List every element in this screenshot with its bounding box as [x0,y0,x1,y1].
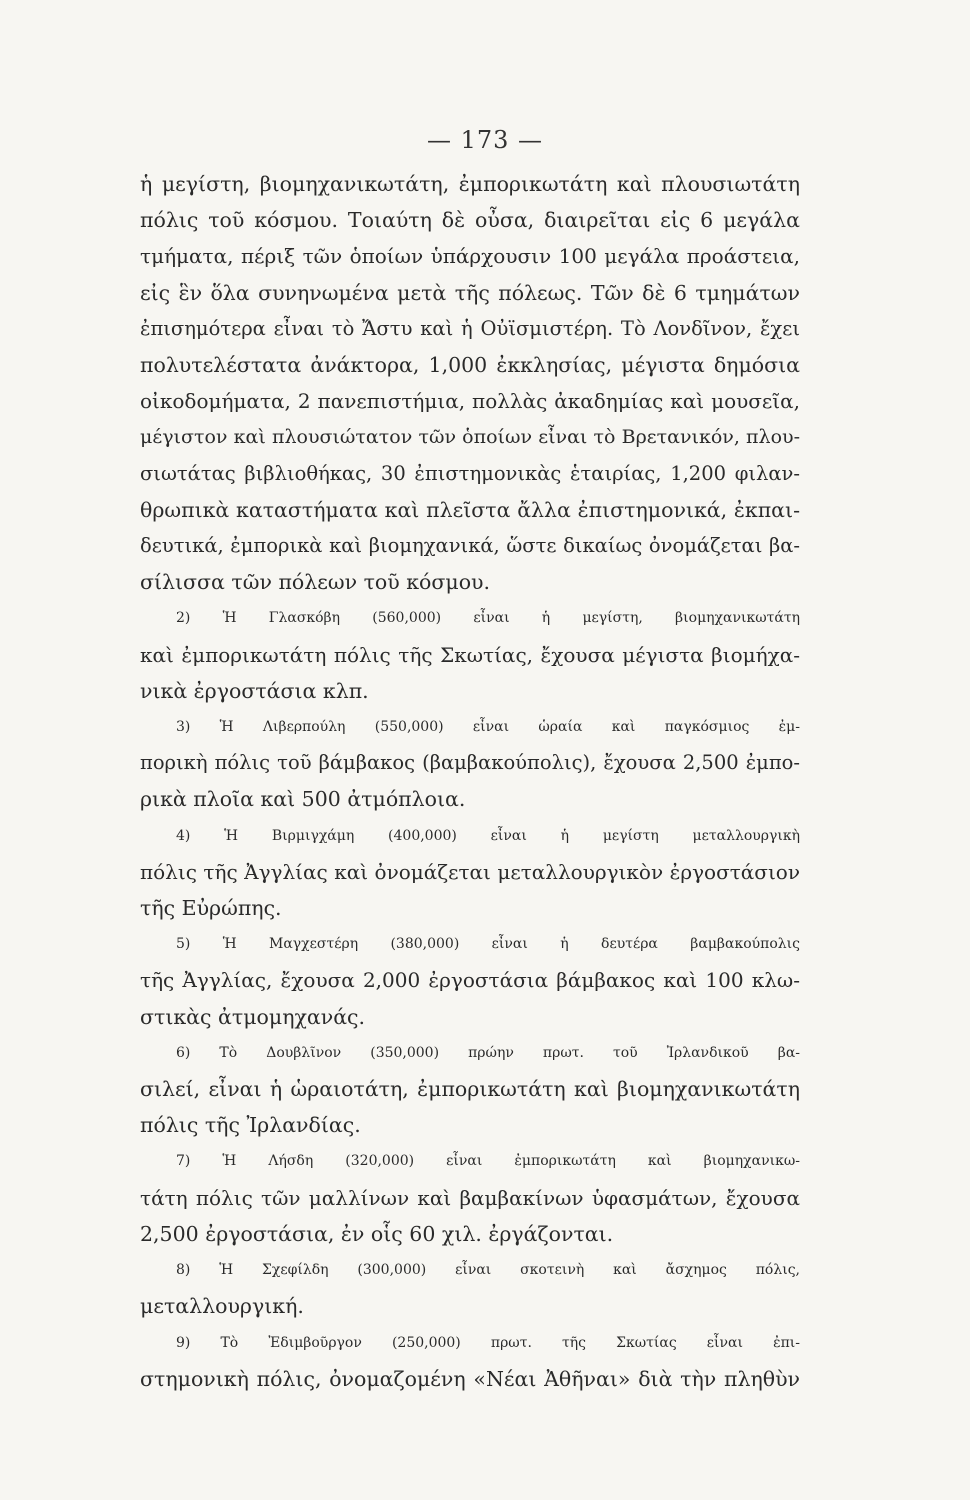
text-line: 8) Ἡ Σχεφίλδη (300,000) εἶναι σκοτεινὴ καὶ ἄσχημος πόλις, [176,1262,800,1279]
text-line: πολυτελέστατα ἀνάκτορα, 1,000 ἐκκλησίας, μέγιστα δημόσια [140,353,800,378]
text-line: τάτη πόλις τῶν μαλλίνων καὶ βαμβακίνων ὑφασμάτων, ἔχουσα [140,1185,800,1210]
text-line: εἰς ἓν ὅλα συνηνωμένα μετὰ τῆς πόλεως. Τῶν δὲ 6 τμημάτων [140,280,800,305]
text-line: στικὰς ἀτμομηχανάς. [140,1004,366,1029]
text-line: ἐπισημότερα εἶναι τὸ Ἄστυ καὶ ἡ Οὐϊσμιστέρη. Τὸ Λονδῖνον, ἔχει [140,316,800,340]
text-line: 9) Τὸ Ἐδιμβοῦργον (250,000) πρωτ. τῆς Σκωτίας εἶναι ἐπι- [176,1334,800,1351]
text-line: οἰκοδομήματα, 2 πανεπιστήμια, πολλὰς ἀκαδημίας καὶ μουσεῖα, [140,389,800,414]
text-line: μεταλλουργική. [140,1294,304,1319]
text-line: νικὰ ἐργοστάσια κλπ. [140,678,369,703]
text-line: πόλις τῆς Ἰρλανδίας. [140,1113,361,1138]
text-line: πορικὴ πόλις τοῦ βάμβακος (βαμβακούπολις), ἔχουσα 2,500 ἐμπο- [140,751,800,775]
page-number: — 173 — [426,126,544,154]
text-line: 2,500 ἐργοστάσια, ἐν οἷς 60 χιλ. ἐργάζονται. [140,1221,614,1246]
text-line: ρικὰ πλοῖα καὶ 500 ἀτμόπλοια. [140,787,466,812]
page-body-text [140,166,800,1397]
text-line: 6) Τὸ Δουβλῖνον (350,000) πρώην πρωτ. τοῦ Ἰρλανδικοῦ βα- [176,1044,800,1061]
text-line: δευτικά, ἐμπορικὰ καὶ βιομηχανικά, ὥστε δικαίως ὀνομάζεται βα- [140,534,800,558]
text-line: τμήματα, πέριξ τῶν ὁποίων ὑπάρχουσιν 100 μεγάλα προάστεια, [140,244,800,269]
text-line: 3) Ἡ Λιβερπούλη (550,000) εἶναι ὡραία καὶ παγκόσμιος ἐμ- [176,719,800,736]
text-line: σιωτάτας βιβλιοθήκας, 30 ἐπιστημονικὰς ἑταιρίας, 1,200 φιλαν- [140,461,800,485]
text-line: 2) Ἡ Γλασκόβη (560,000) εἶναι ἡ μεγίστη, βιομηχανικωτάτη [176,610,800,627]
text-line: 7) Ἡ Λήσδη (320,000) εἶναι ἐμπορικωτάτη καὶ βιομηχανικω- [176,1153,800,1170]
text-line: τῆς Εὐρώπης. [140,896,282,921]
text-line: στημονικὴ πόλις, ὀνομαζομένη «Νέαι Ἀθῆναι» διὰ τὴν πληθὺν [140,1366,800,1391]
text-line: πόλις τοῦ κόσμου. Τοιαύτη δὲ οὖσα, διαιρεῖται εἰς 6 μεγάλα [140,208,800,233]
text-line: σιλεί, εἶναι ἡ ὡραιοτάτη, ἐμπορικωτάτη καὶ βιομηχανικωτάτη [140,1077,800,1102]
text-line: πόλις τῆς Ἀγγλίας καὶ ὀνομάζεται μεταλλουργικὸν ἐργοστάσιον [140,859,800,884]
text-line: 5) Ἡ Μαγχεστέρη (380,000) εἶναι ἡ δευτέρα βαμβακούπολις [176,936,800,953]
text-line: σίλισσα τῶν πόλεων τοῦ κόσμου. [140,570,491,595]
text-line: καὶ ἐμπορικωτάτη πόλις τῆς Σκωτίας, ἔχουσα μέγιστα βιομήχα- [140,642,800,667]
text-line: 4) Ἡ Βιρμιγχάμη (400,000) εἶναι ἡ μεγίστη μεταλλουργικὴ [176,827,800,844]
text-line: μέγιστον καὶ πλουσιώτατον τῶν ὁποίων εἶναι τὸ Βρετανικόν, πλου- [140,426,800,449]
text-line: θρωπικὰ καταστήματα καὶ πλεῖστα ἄλλα ἐπιστημονικά, ἐκπαι- [140,497,800,522]
text-line: ἡ μεγίστη, βιομηχανικωτάτη, ἐμπορικωτάτη καὶ πλουσιωτάτη [140,172,800,196]
text-line: τῆς Ἀγγλίας, ἔχουσα 2,000 ἐργοστάσια βάμβακος καὶ 100 κλω- [140,968,800,993]
